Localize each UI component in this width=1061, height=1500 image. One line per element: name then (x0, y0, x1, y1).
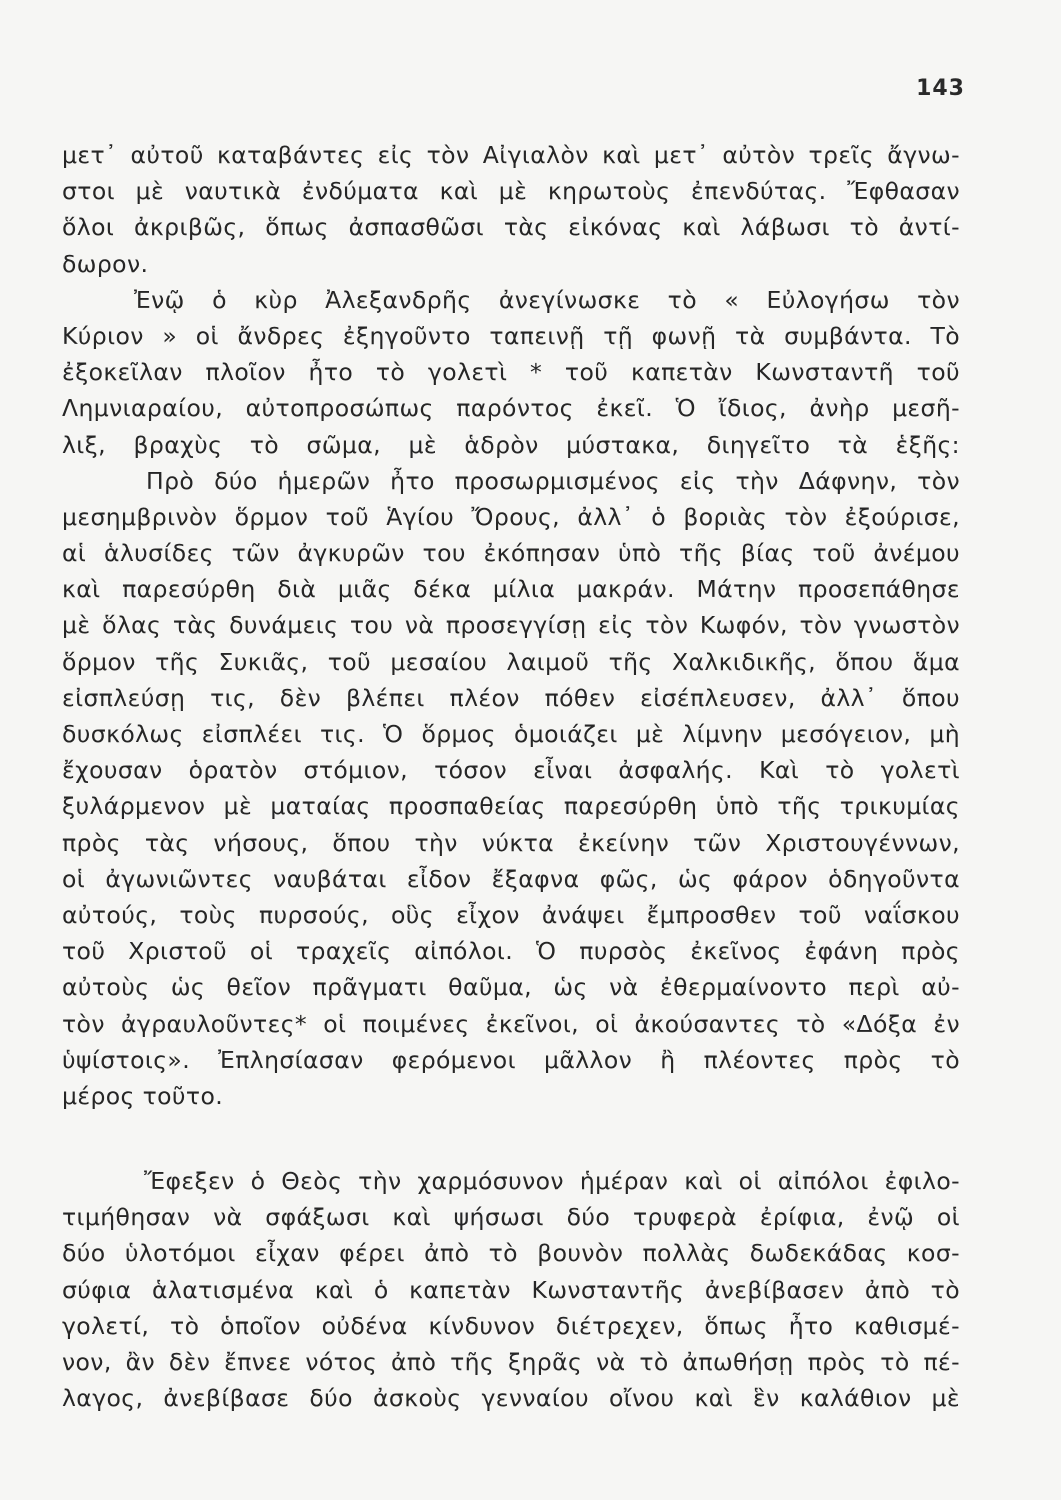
text-line: πρὸς τὰς νήσους, ὅπου τὴν νύκτα ἐκείνην τῶν Χριστουγέννων, (62, 828, 960, 857)
page-number: 143 (916, 76, 965, 101)
text-line: Πρὸ δύο ἡμερῶν ἦτο προσωρμισμένος εἰς τὴν Δάφνην, τὸν (146, 466, 960, 495)
text-line: λαγος, ἀνεβίβασε δύο ἀσκοὺς γενναίου οἴνου καὶ ἓν καλάθιον μὲ (62, 1384, 960, 1413)
text-line: ὑψίστοις». Ἐπλησίασαν φερόμενοι μᾶλλον ἢ πλέοντες πρὸς τὸ (62, 1045, 960, 1074)
text-line: αὐτούς, τοὺς πυρσούς, οὓς εἶχον ἀνάψει ἔμπροσθεν τοῦ ναΐσκου (62, 900, 960, 929)
text-line: μὲ ὅλας τὰς δυνάμεις του νὰ προσεγγίσῃ εἰς τὸν Κωφόν, τὸν γνωστὸν (62, 611, 960, 640)
text-line: Ἐνῷ ὁ κὺρ Ἀλεξανδρῆς ἀνεγίνωσκε τὸ « Εὐλογήσω τὸν (134, 285, 960, 314)
text-line: γολετί, τὸ ὁποῖον οὐδένα κίνδυνον διέτρεχεν, ὅπως ἦτο καθισμέ- (62, 1311, 960, 1340)
text-line: τοῦ Χριστοῦ οἱ τραχεῖς αἰπόλοι. Ὁ πυρσὸς ἐκεῖνος ἐφάνη πρὸς (62, 937, 960, 966)
text-line: Κύριον » οἱ ἄνδρες ἐξηγοῦντο ταπεινῇ τῇ φωνῇ τὰ συμβάντα. Τὸ (62, 321, 960, 350)
text-line: οἱ ἀγωνιῶντες ναυβάται εἶδον ἔξαφνα φῶς, ὡς φάρον ὁδηγοῦντα (62, 864, 960, 893)
paragraph-block-2 (62, 1163, 960, 1416)
text-line: ξυλάρμενον μὲ ματαίας προσπαθείας παρεσύρθη ὑπὸ τῆς τρικυμίας (62, 792, 960, 821)
text-line: ἔχουσαν ὁρατὸν στόμιον, τόσον εἶναι ἀσφαλής. Καὶ τὸ γολετὶ (62, 756, 960, 785)
paragraph-block-1 (62, 137, 960, 1114)
text-line: εἰσπλεύσῃ τις, δὲν βλέπει πλέον πόθεν εἰσέπλευσεν, ἀλλ᾽ ὅπου (62, 683, 960, 712)
text-line: δωρον. (62, 249, 149, 278)
text-line: μετ᾽ αὐτοῦ καταβάντες εἰς τὸν Αἰγιαλὸν καὶ μετ᾽ αὐτὸν τρεῖς ἄγνω- (62, 141, 960, 169)
text-line: δύο ὑλοτόμοι εἶχαν φέρει ἀπὸ τὸ βουνὸν πολλὰς δωδεκάδας κοσ- (62, 1239, 960, 1268)
text-line: ὅλοι ἀκριβῶς, ὅπως ἀσπασθῶσι τὰς εἰκόνας καὶ λάβωσι τὸ ἀντί- (62, 213, 960, 242)
text-line: τὸν ἀγραυλοῦντες* οἱ ποιμένες ἐκεῖνοι, οἱ ἀκούσαντες τὸ «Δόξα ἐν (62, 1009, 960, 1038)
text-line: τιμήθησαν νὰ σφάξωσι καὶ ψήσωσι δύο τρυφερὰ ἐρίφια, ἐνῷ οἱ (62, 1203, 960, 1232)
text-line: καὶ παρεσύρθη διὰ μιᾶς δέκα μίλια μακράν. Μάτην προσεπάθησε (62, 575, 960, 604)
text-line: Ἔφεξεν ὁ Θεὸς τὴν χαρμόσυνον ἡμέραν καὶ οἱ αἰπόλοι ἐφιλο- (144, 1167, 960, 1195)
text-line: δυσκόλως εἰσπλέει τις. Ὁ ὅρμος ὁμοιάζει μὲ λίμνην μεσόγειον, μὴ (62, 720, 960, 748)
text-line: σύφια ἁλατισμένα καὶ ὁ καπετὰν Κωνσταντῆς ἀνεβίβασεν ἀπὸ τὸ (62, 1275, 960, 1304)
text-line: ὅρμον τῆς Συκιᾶς, τοῦ μεσαίου λαιμοῦ τῆς Χαλκιδικῆς, ὅπου ἅμα (62, 647, 960, 676)
text-line: μεσημβρινὸν ὅρμον τοῦ Ἁγίου Ὄρους, ἀλλ᾽ ὁ βοριὰς τὸν ἐξούρισε, (62, 502, 960, 531)
text-line: στοι μὲ ναυτικὰ ἐνδύματα καὶ μὲ κηρωτοὺς ἐπενδύτας. Ἔφθασαν (62, 177, 960, 206)
text-line: νον, ἂν δὲν ἔπνεε νότος ἀπὸ τῆς ξηρᾶς νὰ τὸ ἀπωθήσῃ πρὸς τὸ πέ- (62, 1347, 960, 1376)
text-line: λιξ, βραχὺς τὸ σῶμα, μὲ ἁδρὸν μύστακα, διηγεῖτο τὰ ἑξῆς: (62, 430, 960, 459)
text-line: ἐξοκεῖλαν πλοῖον ἦτο τὸ γολετὶ * τοῦ καπετὰν Κωνσταντῆ τοῦ (62, 358, 960, 387)
text-line: μέρος τοῦτο. (62, 1081, 224, 1110)
text-line: αἱ ἁλυσίδες τῶν ἀγκυρῶν του ἐκόπησαν ὑπὸ τῆς βίας τοῦ ἀνέμου (62, 539, 960, 568)
text-line: αὐτοὺς ὡς θεῖον πρᾶγματι θαῦμα, ὡς νὰ ἐθερμαίνοντο περὶ αὐ- (62, 973, 960, 1002)
text-line: Λημνιαραίου, αὐτοπροσώπως παρόντος ἐκεῖ. Ὁ ἴδιος, ἀνὴρ μεσῆ- (62, 394, 960, 423)
